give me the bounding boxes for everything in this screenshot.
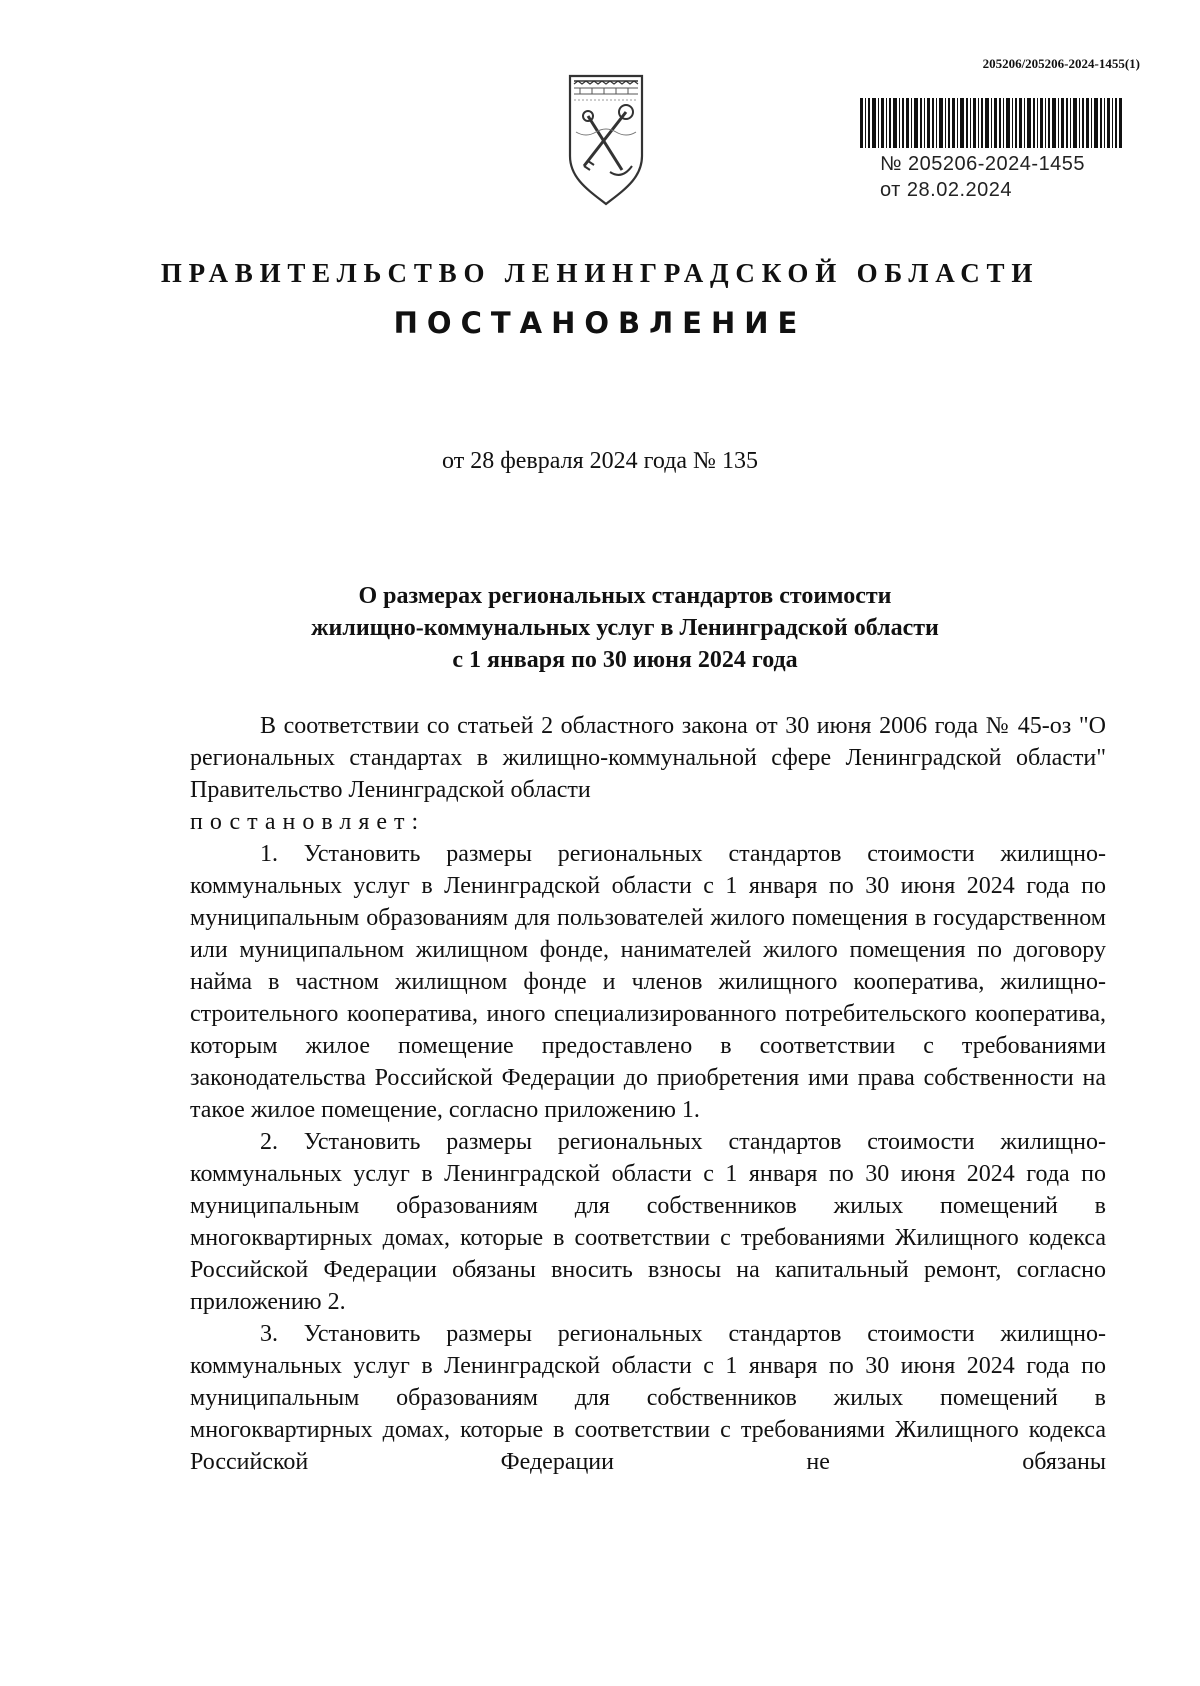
clause-2: 2. Установить размеры региональных стандартов стоимости жилищно-коммунальных услуг в Ленинградской области с 1 января по 30 июня 2024 года по муниципальным образованиям для собственников жилых помещений в многоквартирных домах, которые в соответствии с требованиями Жилищного кодекса Российской Федерации обязаны вносить взносы на капитальный ремонт, согласно приложению 2. (190, 1129, 1106, 1315)
title-line: с 1 января по 30 июня 2024 года (452, 647, 798, 673)
document-body (190, 710, 1106, 1478)
document-id: 205206/205206-2024-1455(1) (982, 56, 1140, 71)
title-line: О размерах региональных стандартов стоимости (358, 583, 892, 609)
clause-1: 1. Установить размеры региональных стандартов стоимости жилищно-коммунальных услуг в Ленинградской области с 1 января по 30 июня 2024 года по муниципальным образованиям для пользователей жилого помещения в государственном или муниципальном жилищном фонде, нанимателей жилого помещения по договору найма в частном жилищном фонде и членов жилищного кооператива, жилищно-строительного кооператива, иного специализированного потребительского кооператива, которым жилое помещение предоставлено в соответствии с требованиями законодательства Российской Федерации до приобретения ими права собственности на такое жилое помещение, согласно приложению 1. (190, 841, 1106, 1123)
registration-date: от 28.02.2024 (880, 179, 1012, 201)
decree-date-number: от 28 февраля 2024 года № 135 (442, 448, 758, 474)
barcode-icon (860, 98, 1122, 148)
clause-3: 3. Установить размеры региональных стандартов стоимости жилищно-коммунальных услуг в Ленинградской области с 1 января по 30 июня 2024 года по муниципальным образованиям для собственников жилых помещений в многоквартирных домах, которые в соответствии с требованиями Жилищного кодекса Российской Федерации не обязаны (190, 1321, 1106, 1475)
title-line: жилищно-коммунальных услуг в Ленинградской области (311, 615, 939, 641)
resolves-word: постановляет: (190, 809, 426, 835)
document-type: ПОСТАНОВЛЕНИЕ (393, 306, 807, 340)
government-name: ПРАВИТЕЛЬСТВО ЛЕНИНГРАДСКОЙ ОБЛАСТИ (160, 258, 1040, 288)
coat-of-arms-icon (566, 72, 646, 208)
registration-number: № 205206-2024-1455 (880, 153, 1086, 175)
document-title (190, 580, 1060, 676)
preamble-paragraph: В соответствии со статьей 2 областного закона от 30 июня 2006 года № 45-оз "О региональных стандартах в жилищно-коммунальной сфере Ленинградской области" Правительство Ленинградской области (190, 713, 1106, 803)
